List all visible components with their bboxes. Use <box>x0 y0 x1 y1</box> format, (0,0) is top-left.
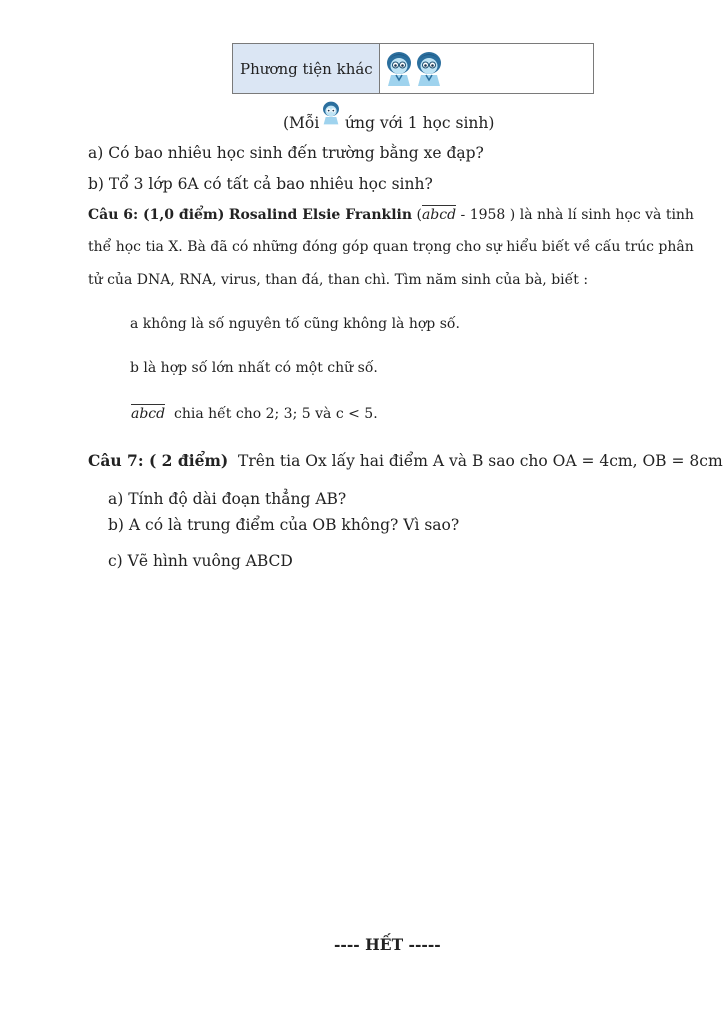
paren-open: ( <box>416 207 422 223</box>
condition-c-rest: chia hết cho 2; 3; 5 và c < 5. <box>174 406 378 422</box>
condition-b: b là hợp số lớn nhất có một chữ số. <box>130 360 378 376</box>
question-7-intro: Trên tia Ox lấy hai điểm A và B sao cho OA = 4cm, OB = 8cm <box>238 452 723 470</box>
question-6-line3: tử của DNA, RNA, virus, than đá, than chì. Tìm năm sinh của bà, biết : <box>88 272 589 288</box>
table-label: Phương tiện khác <box>233 44 380 93</box>
question-7b: b) A có là trung điểm của OB không? Vì sao? <box>108 516 460 534</box>
condition-a: a không là số nguyên tố cũng không là hợp số. <box>130 316 460 332</box>
scientist-name: Rosalind Elsie Franklin <box>228 207 413 223</box>
student-icon <box>321 101 341 125</box>
question-7c: c) Vẽ hình vuông ABCD <box>108 552 293 570</box>
transport-table-row <box>232 43 594 94</box>
legend-suffix: ứng với 1 học sinh) <box>345 114 495 132</box>
year-part: - 1958 ) <box>460 207 516 223</box>
student-icon <box>414 51 444 87</box>
end-marker: ---- HẾT ----- <box>334 935 441 954</box>
question-6-line1 <box>88 205 694 223</box>
question-7-heading: Câu 7: ( 2 điểm) <box>88 451 229 470</box>
question-6-line1-rest: là nhà lí sinh học và tinh <box>519 207 694 223</box>
abcd-overline: abcd <box>421 207 457 223</box>
legend-prefix: (Mỗi <box>283 114 320 132</box>
question-7a: a) Tính độ dài đoạn thẳng AB? <box>108 490 347 508</box>
condition-c <box>131 404 378 422</box>
question-5b: b) Tổ 3 lớp 6A có tất cả bao nhiêu học sinh? <box>88 175 433 193</box>
student-icon <box>384 51 414 87</box>
question-6-line2: thể học tia X. Bà đã có những đóng góp quan trọng cho sự hiểu biết về cấu trúc phân <box>88 239 694 255</box>
abcd-overline: abcd <box>131 406 166 422</box>
question-6-heading: Câu 6: (1,0 điểm) <box>88 207 225 223</box>
question-5a: a) Có bao nhiêu học sinh đến trường bằng xe đạp? <box>88 144 484 162</box>
table-icons <box>380 44 593 93</box>
question-7-line <box>88 451 723 471</box>
